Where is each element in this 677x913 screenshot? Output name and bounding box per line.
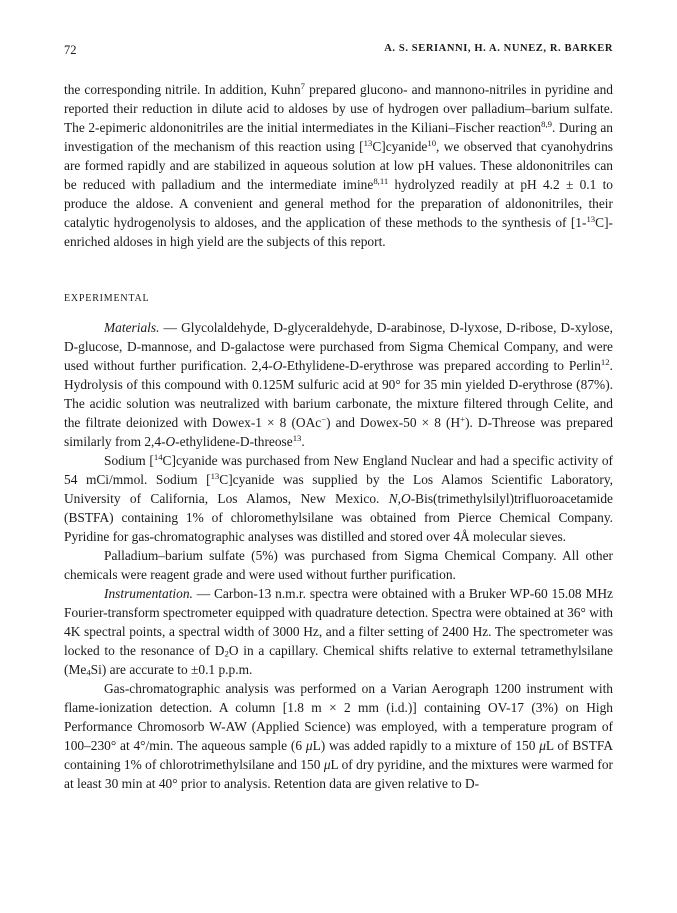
instrumentation-label: Instrumentation. <box>104 586 193 601</box>
intro-block <box>64 80 613 251</box>
section-heading-experimental: EXPERIMENTAL <box>64 293 150 304</box>
cyanide-paragraph: Sodium [$^{14}$C]cyanide was purchased from New England Nuclear and had a specific activity of 54 mCi/mmol. Sodium [$^{13}$C]cyanide was supplied by the Los Alamos Scientific Laboratory, University of California, Los Alamos, New Mexico. N,O-Bis(trimethylsilyl)trifluoroacetamide (BSTFA) containing 1% of chloromethylsilane was obtained from Pierce Chemical Company. Pyridine for gas-chromatographic analyses was distilled and stored over 4Å molecular sieves. <box>64 452 613 544</box>
instrumentation-paragraph: Instrumentation. — Carbon-13 n.m.r. spectra were obtained with a Bruker WP-60 15.08 MHz Fourier-transform spectrometer equipped with quadrature detection. Spectra were obtained at 36° with 4K spectral points, a spectral width of 3000 Hz, and a filter setting of 2400 Hz. The spectrometer was locked to the resonance of $D_2O$ in a capillary. Chemical shifts relative to external tetramethylsilane $(Me_4Si)$ are accurate to ±0.1 p.p.m. <box>64 586 613 678</box>
materials-paragraph: Materials. — Glycolaldehyde, D-glyceraldehyde, D-arabinose, D-lyxose, D-ribose, D-xylose, D-glucose, D-mannose, and D-galactose were purchased from Sigma Chemical Company, and were used without further purification. 2,4-O-Ethylidene-D-erythrose was prepared according to Perlin$^{12}$. Hydrolysis of this compound with 0.125M sulfuric acid at 90° for 35 min yielded D-erythrose (87%). The acidic solution was neutralized with barium carbonate, the mixture filtered through Celite, and the filtrate deionized with Dowex-1 × 8 (OAc−) and Dowex-50 × 8 (H+). D-Threose was prepared similarly from 2,4-O-ethylidene-D-threose$^{13}$. <box>64 320 613 449</box>
page-number: 72 <box>64 43 77 57</box>
gc-paragraph: Gas-chromatographic analysis was performed on a Varian Aerograph 1200 instrument with flame-ionization detection. A column [1.8 m × 2 mm (i.d.)] containing OV-17 (3%) on High Performance Chromosorb W-AW (Applied Science) was employed, with a temperature program of 100–230° at 4°/min. The aqueous sample (6 μL) was added rapidly to a mixture of 150 μL of BSTFA containing 1% of chlorotrimethylsilane and 150 μL of dry pyridine, and the mixtures were warmed for at least 30 min at 40° prior to analysis. Retention data are given relative to D- <box>64 681 613 791</box>
materials-label: Materials. <box>104 320 160 335</box>
running-authors: A. S. SERIANNI, H. A. NUNEZ, R. BARKER <box>384 43 613 54</box>
running-header <box>64 43 613 59</box>
experimental-block <box>64 318 613 793</box>
intro-paragraph: the corresponding nitrile. In addition, Kuhn$^7$ prepared glucono- and mannono-nitriles in pyridine and reported their reduction in dilute acid to aldoses by use of hydrogen over palladium–barium sulfate. The 2-epimeric aldononitriles are the initial intermediates in the Kiliani–Fischer reaction$^{8,9}$. During an investigation of the mechanism of this reaction using [$^{13}$C]cyanide$^{10}$, we observed that cyanohydrins are formed rapidly and are stabilized in aqueous solution at low pH values. These aldononitriles can be reduced with palladium and the intermediate imine$^{8,11}$ hydrolyzed readily at pH 4.2 ± 0.1 to produce the aldose. A convenient and general method for the preparation of aldononitriles, their catalytic hydrogenolysis to aldoses, and the application of these methods to the synthesis of [1-$^{13}$C]-enriched aldoses in high yield are the subjects of this report. <box>64 81 614 249</box>
catalyst-paragraph: Palladium–barium sulfate (5%) was purchased from Sigma Chemical Company. All other chemicals were reagent grade and were used without further purification. <box>64 548 613 582</box>
